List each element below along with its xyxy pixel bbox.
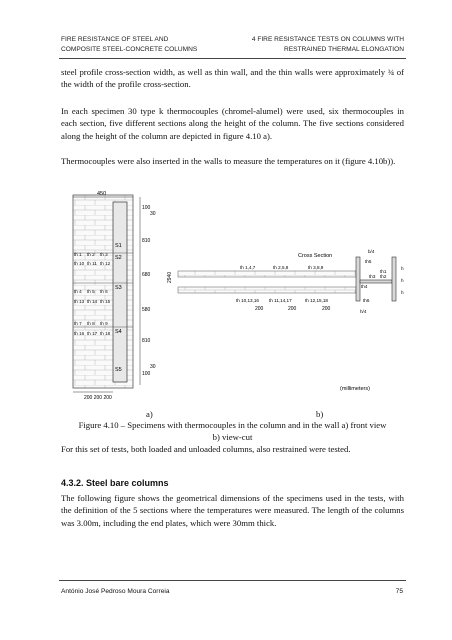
cs-dim: 200 <box>322 306 331 312</box>
profile-label: h <box>401 278 404 283</box>
dim-height-100-top: 100 <box>142 205 151 211</box>
cs-dim: 200 <box>288 306 297 312</box>
header-left-line1: FIRE RESISTANCE OF STEEL AND <box>61 36 169 43</box>
tc-label: th 4 <box>74 289 82 294</box>
figure-drawing <box>60 185 410 413</box>
figure-caption <box>61 420 404 444</box>
paragraph-thermocouples: In each specimen 30 type k thermocouples (chromel-alumel) were used, six thermocouples in each section, five different sections along the height of the column. The five sections considered along the height of the column are depicted in figure 4.10 a). <box>61 106 404 141</box>
section-label-s1: S1 <box>115 243 122 249</box>
profile-flange-left <box>356 257 360 301</box>
profile-flange-right <box>392 257 396 301</box>
dim-total-height: 2940 <box>167 271 173 283</box>
tc-label: th 10 <box>74 261 85 266</box>
wall-strip-bottom <box>178 287 356 293</box>
section-label-s4: S4 <box>115 329 122 335</box>
profile-label: th1 <box>380 269 387 274</box>
header-left-line2: COMPOSITE STEEL-CONCRETE COLUMNS <box>61 46 198 53</box>
column-profile <box>113 202 127 382</box>
profile-label: th5 <box>365 259 372 264</box>
tc-label: th 5 <box>87 289 95 294</box>
cs-tc-label: th 12,15,18 <box>305 298 328 303</box>
cs-dim: 200 <box>255 306 264 312</box>
cs-tc-label: th 10,13,16 <box>236 298 259 303</box>
tc-label: th 15 <box>100 299 111 304</box>
figure-label-b: b) <box>316 409 324 419</box>
profile-web <box>360 280 392 283</box>
section-heading: 4.3.2. Steel bare columns <box>61 478 169 488</box>
front-view <box>73 191 173 401</box>
tc-label: th 11 <box>87 261 97 266</box>
cross-section-title: Cross Section <box>298 253 333 259</box>
paragraph-profile-width: steel profile cross-section width, as well as thin wall, and the thin walls were approximately ¾ of the width of the profile cross-section. <box>61 67 404 90</box>
cs-tc-label: th 1,4,7 <box>240 265 256 270</box>
tc-label: th 7 <box>74 321 82 326</box>
header-right-line2: RESTRAINED THERMAL ELONGATION <box>283 46 404 53</box>
paragraph-specimen-geometry: The following figure shows the geometrical dimensions of the specimens used in the tests, with the definition of the 5 sections where the temperatures were measured. The length of the columns was 3.00m, including the end plates, which were 30mm thick. <box>61 493 404 528</box>
tc-label: th 2 <box>87 252 95 257</box>
cs-tc-label: th 2,5,8 <box>273 265 289 270</box>
tc-label: th 1 <box>74 252 82 257</box>
section-label-s5: S5 <box>115 367 122 373</box>
page-number: 75 <box>395 588 403 595</box>
profile-label: th4 <box>361 284 368 289</box>
dim-height-30-bottom: 30 <box>150 364 156 370</box>
footer-author: António José Pedroso Moura Correia <box>61 588 170 595</box>
tc-label: th 17 <box>87 331 98 336</box>
cross-section-view <box>178 249 404 392</box>
tc-label: th 9 <box>100 321 108 326</box>
dim-width-text: 450 <box>97 191 107 197</box>
running-header-left <box>61 35 197 55</box>
footer-rule <box>59 580 406 581</box>
dim-height-810-bottom: 810 <box>142 338 151 344</box>
profile-label: th3 <box>369 274 376 279</box>
profile-label: th6 <box>363 298 370 303</box>
tc-label: th 12 <box>100 261 111 266</box>
dim-height-580: 580 <box>142 307 151 313</box>
tc-label: th 6 <box>100 289 108 294</box>
tc-label: th 13 <box>74 299 85 304</box>
dim-bottom-text: 200 200 200 <box>84 395 112 401</box>
cs-tc-label: th 3,8,9 <box>308 265 324 270</box>
tc-label: th 18 <box>100 331 111 336</box>
header-rule <box>59 58 406 59</box>
figure-label-a: a) <box>146 409 153 419</box>
caption-line1: Figure 4.10 – Specimens with thermocouples in the column and in the wall a) front view <box>78 420 387 430</box>
dim-height-30-top: 30 <box>150 211 156 217</box>
unit-label: (millimeters) <box>340 386 370 392</box>
tc-label: th 3 <box>100 252 108 257</box>
dim-height-100-bottom: 100 <box>142 371 151 377</box>
paragraph-wall-thermocouples: Thermocouples were also inserted in the walls to measure the temperatures on it (figure 4.10b)). <box>61 156 396 166</box>
header-right-line1: 4 FIRE RESISTANCE TESTS ON COLUMNS WITH <box>251 36 404 43</box>
cs-tc-label: th 11,14,17 <box>269 298 292 303</box>
tc-label: th 14 <box>87 299 98 304</box>
dim-height-680: 680 <box>142 272 151 278</box>
dim-height-810-top: 810 <box>142 238 151 244</box>
profile-label: h <box>401 266 404 271</box>
tc-label: th 16 <box>74 331 85 336</box>
tc-label: th 8 <box>87 321 95 326</box>
running-header-right <box>252 35 404 55</box>
section-label-s3: S3 <box>115 285 122 291</box>
caption-line2: b) view-cut <box>212 431 253 442</box>
wall-strip-top <box>178 271 356 277</box>
section-label-s2: S2 <box>115 255 122 261</box>
figure-4-10 <box>60 185 410 413</box>
paragraph-test-set: For this set of tests, both loaded and unloaded columns, also restrained were tested. <box>61 444 351 454</box>
profile-label: h <box>401 290 404 295</box>
profile-label: b/4 <box>368 249 375 254</box>
profile-label: h/4 <box>360 309 367 314</box>
profile-label: th2 <box>380 274 387 279</box>
